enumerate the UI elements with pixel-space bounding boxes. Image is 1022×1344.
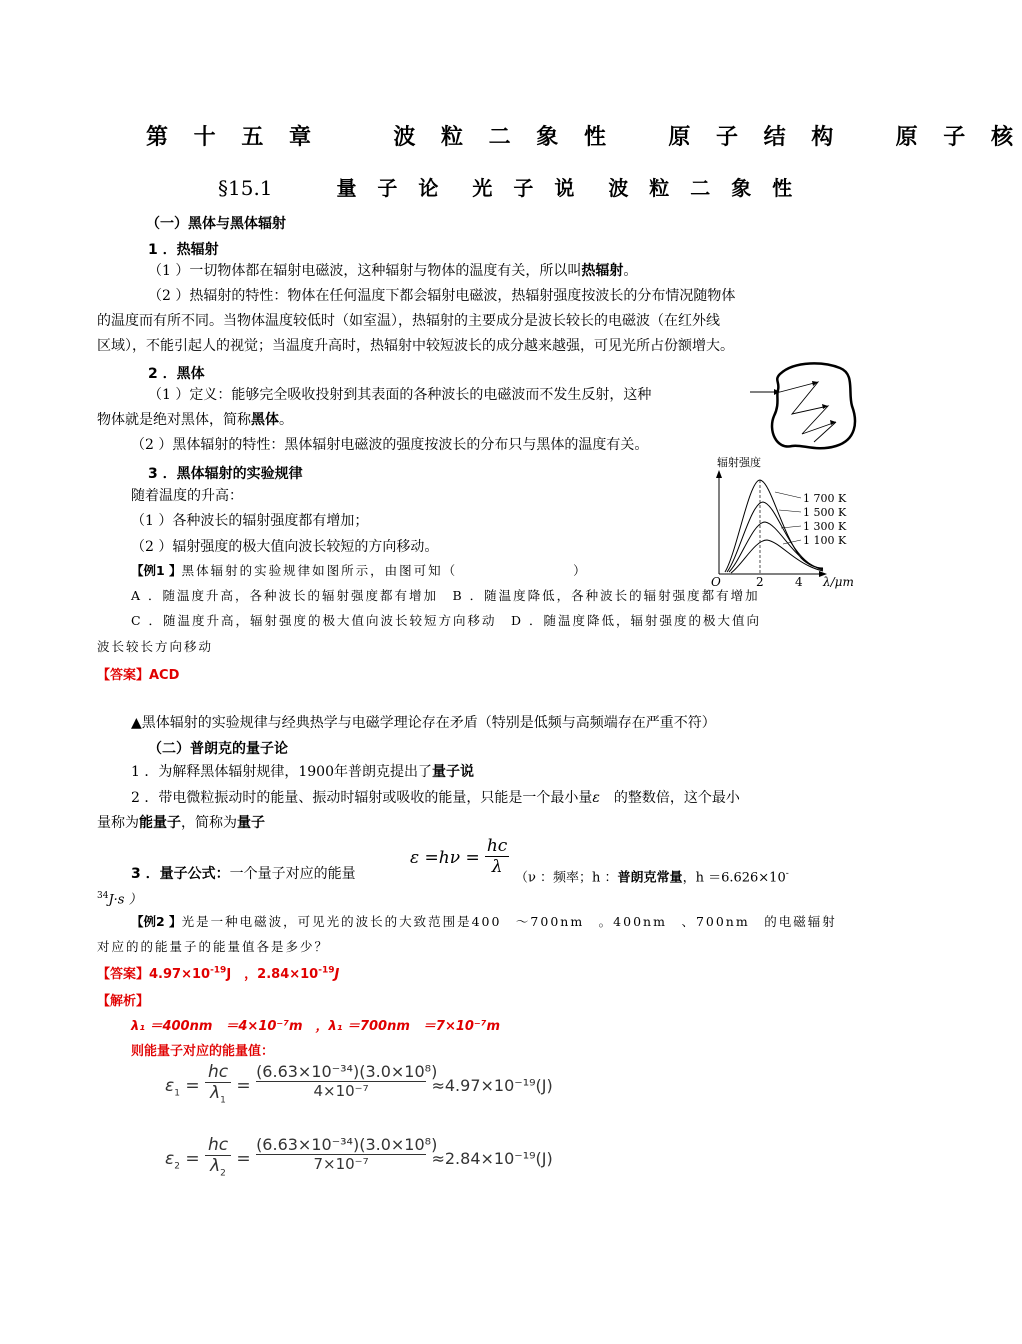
eq1-lhs: ε [165, 1076, 175, 1096]
para-planck-1 [131, 760, 474, 784]
section-title [218, 172, 799, 201]
answer-2 [97, 963, 339, 982]
example-1-question: 黑体辐射的实验规律如图所示，由图可知（ ） [181, 563, 588, 578]
equation-2: $\varepsilon_2$ = $\frac{hc}{\lambda_2}$ = $\frac{\text{(6.63×10⁻³⁴)(3.0×10⁸)}}{\text{7×10⁻⁷}}$ ≈2.84×10⁻¹⁹(J) [165, 1135, 553, 1179]
eq1-sub: 1 [174, 1088, 180, 1099]
term-quantum-theory: 量子说 [432, 764, 474, 780]
heading-blackbody-def: 2 ．黑体 [148, 366, 205, 382]
eq2-den: λ [210, 1156, 221, 1176]
blackbody-cavity-diagram [740, 360, 860, 452]
chapter-title [146, 120, 1022, 151]
analysis-label: 【解析】 [97, 994, 150, 1009]
text: 物体就是绝对黑体，简称 [97, 412, 251, 428]
text: 。 [623, 263, 638, 279]
formula-lhs: ε =hν = [410, 848, 480, 868]
text: 一个量子对应的能量 [229, 866, 356, 882]
text: 的整数倍，这个最小 [613, 790, 740, 806]
text: （ν ：频率；h ： [515, 870, 618, 886]
text: ，简称为 [181, 815, 237, 831]
eq1-den: λ [210, 1083, 221, 1103]
exponent: - [785, 869, 789, 879]
term-energy-quantum: 能量子 [139, 815, 181, 831]
title-part-3: 原 子 结 构 [668, 125, 843, 150]
para-blackbody-property: （2 ）黑体辐射的特性：黑体辐射电磁波的强度按波长的分布只与黑体的温度有关。 [131, 437, 649, 453]
term-planck-constant: 普朗克常量 [617, 870, 683, 886]
heading-thermal-radiation: 1 ．热辐射 [148, 242, 219, 258]
para-planck-2-line2 [97, 811, 265, 835]
term-quantum: 量子 [237, 815, 265, 831]
para-quantum-formula [131, 862, 356, 886]
text: 2 ．带电微粒振动时的能量、振动时辐射或吸收的能量，只能是一个最小量 [131, 790, 593, 806]
section-number: §15.1 [218, 176, 273, 200]
para-formula-explain [515, 862, 789, 890]
para-law-2: （2 ）辐射强度的极大值向波长较短的方向移动。 [131, 539, 439, 555]
para-thermal-2: （2 ）热辐射的特性：物体在任何温度下都会辐射电磁波，热辐射强度按波长的分布情况随物体 [148, 288, 736, 304]
symbol-epsilon: ε [592, 790, 600, 806]
eq2-num: hc [205, 1135, 231, 1156]
cavity-outline [772, 363, 855, 448]
chart-ylabel: 辐射强度 [717, 456, 761, 469]
example-2 [131, 910, 837, 934]
para-thermal-2-line3: 区域），不能引起人的视觉；当温度升高时，热辐射中较短波长的成分越来越强，可见光所占份额增大。 [97, 338, 734, 354]
analysis-intro: 则能量子对应的能量值： [131, 1044, 275, 1059]
text: 3 ．量子公式： [131, 866, 230, 882]
chart-xlabel: λ/μm [823, 575, 854, 589]
formula-denominator: λ [491, 857, 503, 877]
ray-path [780, 382, 836, 442]
para-thermal-1 [148, 259, 637, 283]
title-part-1: 第 十 五 章 [146, 125, 320, 150]
section-name: 量 子 论 光 子 说 波 粒 二 象 性 [336, 176, 800, 200]
eq2-sub: 2 [174, 1161, 180, 1172]
example-1-options-cd: C ．随温度升高，辐射强度的极大值向波长较短方向移动 D ．随温度降低，辐射强度的极大值向 [131, 613, 762, 628]
exponent: 34 [97, 891, 109, 901]
eq2-lhs: ε [165, 1149, 175, 1169]
example-2-question: 光是一种电磁波，可见光的波长的大致范围是400 ～700nm 。400nm 、700nm 的电磁辐射 [181, 914, 837, 929]
exponent: -19 [210, 965, 227, 976]
eq2-big-den: 7×10⁻⁷ [313, 1155, 369, 1173]
example-1-options-d-cont: 波长较长方向移动 [97, 639, 214, 654]
tick-2: 2 [756, 575, 764, 589]
curve-label-1700k: 1 700 K [803, 492, 847, 505]
curve-label-1300k: 1 300 K [803, 520, 847, 533]
eq2-big-num: (6.63×10⁻³⁴)(3.0×10⁸) [256, 1135, 438, 1154]
text: 量称为 [97, 815, 139, 831]
text: 。 [279, 412, 293, 428]
eq1-num: hc [205, 1062, 231, 1083]
formula-energy [410, 836, 509, 877]
text: J [334, 967, 340, 982]
formula-numerator: hc [486, 836, 508, 856]
para-law-1: （1 ）各种波长的辐射强度都有增加； [131, 513, 369, 529]
text: 【答案】4.97×10 [97, 967, 211, 982]
eq1-big-num: (6.63×10⁻³⁴)(3.0×10⁸) [256, 1062, 438, 1081]
exponent: -19 [318, 965, 335, 976]
curve-label-1500k: 1 500 K [803, 506, 847, 519]
text: ，h ＝6.626×10 [682, 870, 786, 886]
term-thermal-radiation: 热辐射 [581, 263, 624, 279]
eq1-den-sub: 1 [220, 1095, 226, 1106]
para-planck-2 [131, 786, 740, 810]
para-rising-temp: 随着温度的升高： [131, 488, 243, 504]
example-2-question-line2: 对应的的能量子的能量值各是多少？ [97, 939, 330, 954]
term-blackbody: 黑体 [251, 412, 279, 428]
title-part-4: 原 子 核 [895, 125, 1022, 150]
text: J ，2.84×10 [226, 967, 319, 982]
heading-experimental-law: 3 ．黑体辐射的实验规律 [148, 466, 303, 482]
heading-blackbody: （一）黑体与黑体辐射 [146, 216, 286, 232]
eq2-result: ≈2.84×10⁻¹⁹(J) [431, 1149, 553, 1168]
chart-origin: O [711, 575, 721, 589]
eq1-big-den: 4×10⁻⁷ [313, 1082, 369, 1100]
tick-4: 4 [795, 575, 803, 589]
note-contradiction: ▲黑体辐射的实验规律与经典热学与电磁学理论存在矛盾（特别是低频与高频端存在严重不符） [131, 715, 716, 731]
text: （1 ）一切物体都在辐射电磁波，这种辐射与物体的温度有关，所以叫 [148, 263, 582, 279]
unit-joule-second: J·s ） [108, 892, 142, 908]
title-part-2: 波 粒 二 象 性 [393, 125, 615, 150]
text: 1 ．为解释黑体辐射规律，1900年普朗克提出了 [131, 764, 432, 780]
para-formula-explain-line2 [97, 884, 142, 912]
example-1-label: 【例1 】 [131, 563, 182, 578]
heading-planck: （二）普朗克的量子论 [148, 741, 288, 757]
example-1-options-ab: A ．随温度升高，各种波长的辐射强度都有增加 B ．随温度降低，各种波长的辐射强度都有增加 [131, 588, 760, 603]
eq2-den-sub: 2 [220, 1168, 226, 1179]
example-2-label: 【例2 】 [131, 914, 182, 929]
eq1-result: ≈4.97×10⁻¹⁹(J) [431, 1076, 553, 1095]
para-thermal-2-line2: 的温度而有所不同。当物体温度较低时（如室温），热辐射的主要成分是波长较长的电磁波（在红外线 [97, 313, 720, 329]
para-definition-line2 [97, 408, 293, 432]
para-definition: （1 ）定义：能够完全吸收投射到其表面的各种波长的电磁波而不发生反射，这种 [148, 387, 652, 403]
analysis-wavelengths: λ₁ ＝400nm ＝4×10⁻⁷m ，λ₁ ＝700nm ＝7×10⁻⁷m [131, 1019, 501, 1034]
blackbody-radiation-chart [705, 452, 865, 592]
equation-1: $\varepsilon_1$ = $\frac{hc}{\lambda_1}$ = $\frac{\text{(6.63×10⁻³⁴)(3.0×10⁸)}}{\text{4×10⁻⁷}}$ ≈4.97×10⁻¹⁹(J) [165, 1062, 553, 1106]
curve-label-1100k: 1 100 K [803, 534, 847, 547]
example-1 [131, 559, 588, 583]
answer-1: 【答案】ACD [97, 668, 180, 683]
